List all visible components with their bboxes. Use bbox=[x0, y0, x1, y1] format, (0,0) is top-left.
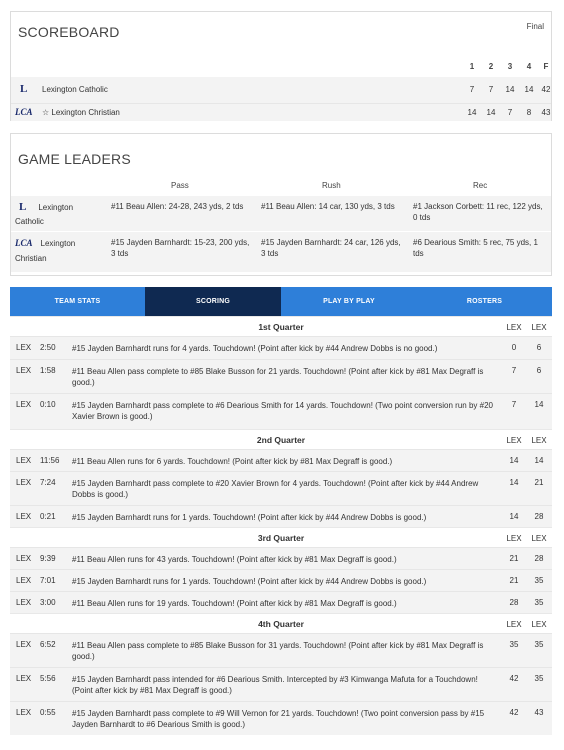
play-description: #15 Jayden Barnhardt runs for 1 yards. Touchdown! (Point after kick by #44 Andrew Dobbs is good.) bbox=[72, 513, 427, 522]
play-description: #15 Jayden Barnhardt pass complete to #6 Dearious Smith for 14 yards. Touchdown! (Two point conversion run by #20 Xavier Brown is good.) bbox=[72, 401, 493, 421]
leaders-row bbox=[11, 196, 551, 231]
play-score-home: 14 bbox=[534, 400, 544, 409]
quarter-title: 2nd Quarter bbox=[256, 435, 306, 445]
quarter-heading bbox=[10, 613, 552, 633]
score-header: LEX bbox=[506, 620, 522, 629]
quarter-title: 4th Quarter bbox=[258, 619, 304, 629]
scoring-play bbox=[10, 471, 552, 505]
game-status: Final bbox=[526, 22, 544, 31]
play-description: #11 Beau Allen pass complete to #85 Blake Busson for 31 yards. Touchdown! (Point after kick by #81 Max Degraff is good.) bbox=[72, 641, 484, 661]
quarter-label: 1 bbox=[469, 62, 475, 71]
score-cell: 14 bbox=[486, 108, 496, 117]
play-time: 7:01 bbox=[40, 576, 56, 585]
scoring-play bbox=[10, 633, 552, 667]
pass-leader[interactable]: #11 Beau Allen: 24-28, 243 yds, 2 tds bbox=[111, 202, 244, 211]
play-description: #11 Beau Allen pass complete to #85 Blake Busson for 21 yards. Touchdown! (Point after kick by #81 Max Degraff is good.) bbox=[72, 367, 484, 387]
rush-leader[interactable]: #11 Beau Allen: 14 car, 130 yds, 3 tds bbox=[261, 202, 395, 211]
play-score-away: 42 bbox=[509, 708, 519, 717]
play-score-home: 6 bbox=[536, 366, 542, 375]
play-description: #15 Jayden Barnhardt runs for 1 yards. Touchdown! (Point after kick by #44 Andrew Dobbs is good.) bbox=[72, 577, 427, 586]
team-logo: L bbox=[19, 201, 27, 213]
scoring-summary bbox=[10, 316, 552, 735]
play-score-away: 7 bbox=[511, 400, 517, 409]
play-description: #15 Jayden Barnhardt pass complete to #9 Will Vernon for 21 yards. Touchdown! (Two point conversion pass by #15 Jayden Barnhardt to #6 Dearious Smith is good.) bbox=[72, 709, 485, 729]
play-team: LEX bbox=[16, 512, 32, 521]
play-score-home: 35 bbox=[534, 640, 544, 649]
play-score-home: 43 bbox=[534, 708, 544, 717]
tab-rosters[interactable]: ROSTERS bbox=[466, 298, 503, 305]
play-team: LEX bbox=[16, 674, 32, 683]
play-time: 0:55 bbox=[40, 708, 56, 717]
game-leaders-panel bbox=[10, 133, 552, 276]
score-cell: 42 bbox=[541, 85, 551, 94]
team-name[interactable]: Lexington Catholic bbox=[42, 85, 108, 94]
play-team: LEX bbox=[16, 640, 32, 649]
scoreboard-row bbox=[11, 77, 551, 103]
scoring-play bbox=[10, 505, 552, 527]
rec-leader[interactable]: #6 Dearious Smith: 5 rec, 75 yds, 1 tds bbox=[413, 238, 538, 258]
scoring-play bbox=[10, 667, 552, 701]
score-header: LEX bbox=[531, 620, 547, 629]
play-score-away: 14 bbox=[509, 512, 519, 521]
play-score-home: 28 bbox=[534, 554, 544, 563]
play-description: #15 Jayden Barnhardt pass complete to #20 Xavier Brown for 4 yards. Touchdown! (Point after kick by #44 Andrew Dobbs is good.) bbox=[72, 479, 479, 499]
quarter-title: 3rd Quarter bbox=[257, 533, 305, 543]
rush-leader[interactable]: #15 Jayden Barnhardt: 24 car, 126 yds, 3 tds bbox=[261, 238, 401, 258]
pass-leader[interactable]: #15 Jayden Barnhardt: 15-23, 200 yds, 3 tds bbox=[111, 238, 250, 258]
play-time: 0:21 bbox=[40, 512, 56, 521]
play-score-away: 21 bbox=[509, 576, 519, 585]
scoreboard-panel bbox=[10, 11, 552, 121]
play-team: LEX bbox=[16, 576, 32, 585]
tab-team-stats[interactable]: TEAM STATS bbox=[54, 298, 101, 305]
play-description: #11 Beau Allen runs for 6 yards. Touchdown! (Point after kick by #81 Max Degraff is good.) bbox=[72, 457, 393, 466]
rush-header: Rush bbox=[322, 181, 341, 190]
score-header: LEX bbox=[531, 534, 547, 543]
team-logo: L bbox=[20, 83, 28, 95]
play-score-home: 35 bbox=[534, 674, 544, 683]
play-time: 7:24 bbox=[40, 478, 56, 487]
scoring-play bbox=[10, 336, 552, 359]
quarter-heading bbox=[10, 429, 552, 449]
score-header: LEX bbox=[506, 534, 522, 543]
play-team: LEX bbox=[16, 400, 32, 409]
team-name-line1[interactable]: Lexington bbox=[40, 239, 76, 248]
team-name-line2[interactable]: Catholic bbox=[15, 217, 44, 226]
score-header: LEX bbox=[506, 436, 522, 445]
play-team: LEX bbox=[16, 554, 32, 563]
scoring-play bbox=[10, 393, 552, 429]
play-score-home: 14 bbox=[534, 456, 544, 465]
play-team: LEX bbox=[16, 708, 32, 717]
quarter-label: 3 bbox=[507, 62, 513, 71]
score-cell: 7 bbox=[469, 85, 475, 94]
team-name[interactable]: ☆ Lexington Christian bbox=[42, 108, 120, 117]
play-score-home: 28 bbox=[534, 512, 544, 521]
play-score-away: 7 bbox=[511, 366, 517, 375]
play-time: 1:58 bbox=[40, 366, 56, 375]
play-score-away: 14 bbox=[509, 456, 519, 465]
quarter-label: 2 bbox=[488, 62, 494, 71]
quarter-heading bbox=[10, 527, 552, 547]
pass-header: Pass bbox=[171, 181, 189, 190]
play-team: LEX bbox=[16, 598, 32, 607]
play-time: 6:52 bbox=[40, 640, 56, 649]
play-time: 11:56 bbox=[40, 456, 60, 465]
play-score-home: 6 bbox=[536, 343, 542, 352]
play-team: LEX bbox=[16, 366, 32, 375]
play-score-away: 21 bbox=[509, 554, 519, 563]
scoreboard-title: SCOREBOARD bbox=[18, 24, 120, 40]
play-score-away: 28 bbox=[509, 598, 519, 607]
play-time: 3:00 bbox=[40, 598, 56, 607]
tab-play-by-play[interactable]: PLAY BY PLAY bbox=[323, 298, 375, 305]
scoring-play bbox=[10, 591, 552, 613]
scoring-play bbox=[10, 547, 552, 569]
game-leaders-title: GAME LEADERS bbox=[18, 151, 131, 167]
play-score-home: 35 bbox=[534, 576, 544, 585]
team-name-line2[interactable]: Christian bbox=[15, 254, 47, 263]
score-header: LEX bbox=[531, 323, 547, 332]
score-cell: 7 bbox=[507, 108, 513, 117]
quarter-heading bbox=[10, 316, 552, 336]
play-team: LEX bbox=[16, 343, 32, 352]
play-description: #11 Beau Allen runs for 43 yards. Touchdown! (Point after kick by #81 Max Degraff is good.) bbox=[72, 555, 397, 564]
tab-bar bbox=[10, 287, 552, 316]
quarter-header bbox=[11, 62, 551, 74]
score-cell: 7 bbox=[488, 85, 494, 94]
play-team: LEX bbox=[16, 456, 32, 465]
play-time: 2:50 bbox=[40, 343, 56, 352]
play-team: LEX bbox=[16, 478, 32, 487]
leaders-team bbox=[15, 202, 107, 227]
tab-scoring[interactable]: SCORING bbox=[145, 287, 281, 316]
scoring-play bbox=[10, 359, 552, 393]
play-score-away: 42 bbox=[509, 674, 519, 683]
play-score-home: 35 bbox=[534, 598, 544, 607]
leaders-row bbox=[11, 232, 551, 272]
quarter-label: F bbox=[543, 62, 549, 71]
score-cell: 43 bbox=[541, 108, 551, 117]
team-logo: LCA bbox=[15, 238, 33, 248]
leaders-team bbox=[15, 238, 107, 264]
quarter-label: 4 bbox=[526, 62, 532, 71]
play-score-away: 0 bbox=[511, 343, 517, 352]
play-time: 5:56 bbox=[40, 674, 56, 683]
rec-leader[interactable]: #1 Jackson Corbett: 11 rec, 122 yds, 0 tds bbox=[413, 202, 543, 222]
scoring-play bbox=[10, 449, 552, 471]
play-time: 9:39 bbox=[40, 554, 56, 563]
play-score-away: 14 bbox=[509, 478, 519, 487]
score-header: LEX bbox=[531, 436, 547, 445]
score-header: LEX bbox=[506, 323, 522, 332]
play-score-away: 35 bbox=[509, 640, 519, 649]
scoring-play bbox=[10, 701, 552, 735]
play-description: #15 Jayden Barnhardt runs for 4 yards. Touchdown! (Point after kick by #44 Andrew Dobbs is no good.) bbox=[72, 344, 438, 353]
team-name-line1[interactable]: Lexington bbox=[38, 203, 74, 212]
score-cell: 14 bbox=[467, 108, 477, 117]
team-logo: LCA bbox=[15, 107, 33, 117]
play-time: 0:10 bbox=[40, 400, 56, 409]
play-score-home: 21 bbox=[534, 478, 544, 487]
score-cell: 8 bbox=[526, 108, 532, 117]
score-cell: 14 bbox=[524, 85, 534, 94]
quarter-title: 1st Quarter bbox=[258, 322, 304, 332]
scoring-play bbox=[10, 569, 552, 591]
rec-header: Rec bbox=[473, 181, 488, 190]
scoreboard-row bbox=[11, 103, 551, 121]
score-cell: 14 bbox=[505, 85, 515, 94]
play-description: #11 Beau Allen runs for 19 yards. Touchdown! (Point after kick by #81 Max Degraff is good.) bbox=[72, 599, 397, 608]
play-description: #15 Jayden Barnhardt pass intended for #6 Dearious Smith. Intercepted by #3 Kimwanga Mafuta for a Touchdown! (Point after kick by #81 Max Degraff is good.) bbox=[72, 675, 478, 695]
